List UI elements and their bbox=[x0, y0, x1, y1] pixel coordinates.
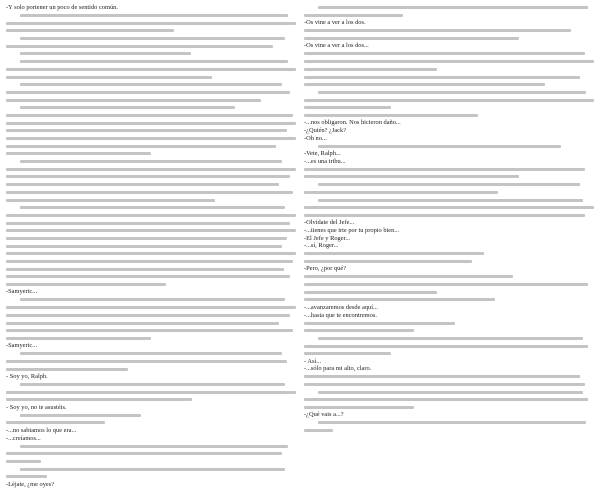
illegible-line-placeholder bbox=[318, 183, 580, 186]
illegible-line-placeholder bbox=[304, 37, 519, 40]
text-line bbox=[304, 12, 594, 20]
text-line bbox=[6, 196, 296, 204]
text-line bbox=[304, 373, 594, 381]
text-line bbox=[304, 258, 594, 266]
line-text: -...hasta que te encontremos. bbox=[304, 311, 377, 319]
illegible-line-placeholder bbox=[304, 168, 585, 171]
line-text: -...avanzaremos desde aquí... bbox=[304, 303, 378, 311]
text-line bbox=[6, 135, 296, 143]
text-line bbox=[304, 81, 594, 89]
illegible-line-placeholder bbox=[6, 29, 174, 32]
illegible-line-placeholder bbox=[304, 60, 594, 63]
illegible-line-placeholder bbox=[6, 191, 293, 194]
text-line bbox=[304, 119, 594, 127]
text-line bbox=[6, 42, 296, 50]
illegible-line-placeholder bbox=[304, 352, 391, 355]
illegible-line-placeholder bbox=[304, 345, 588, 348]
illegible-line-placeholder bbox=[304, 429, 333, 432]
text-line bbox=[6, 104, 296, 112]
line-text: - Soy yo, no te asustéis. bbox=[6, 403, 67, 411]
illegible-line-placeholder bbox=[6, 91, 290, 94]
illegible-line-placeholder bbox=[6, 137, 296, 140]
illegible-line-placeholder bbox=[6, 22, 296, 25]
text-line bbox=[6, 335, 296, 343]
text-line bbox=[6, 296, 296, 304]
illegible-line-placeholder bbox=[20, 298, 285, 301]
text-line bbox=[6, 442, 296, 450]
illegible-line-placeholder bbox=[304, 99, 594, 102]
text-line bbox=[6, 265, 296, 273]
illegible-line-placeholder bbox=[6, 252, 296, 255]
text-line bbox=[6, 458, 296, 466]
text-line bbox=[6, 142, 296, 150]
line-text: -...sí, Roger... bbox=[304, 242, 339, 250]
text-line bbox=[304, 142, 594, 150]
text-line bbox=[304, 219, 594, 227]
text-line bbox=[304, 135, 594, 143]
text-line bbox=[6, 96, 296, 104]
text-line bbox=[6, 411, 296, 419]
illegible-line-placeholder bbox=[304, 206, 594, 209]
illegible-line-placeholder bbox=[20, 206, 285, 209]
text-line bbox=[6, 242, 296, 250]
text-line bbox=[304, 104, 594, 112]
illegible-line-placeholder bbox=[318, 91, 586, 94]
illegible-line-placeholder bbox=[6, 421, 105, 424]
text-line bbox=[304, 89, 594, 97]
illegible-line-placeholder bbox=[6, 199, 215, 202]
text-line bbox=[304, 42, 594, 50]
text-line bbox=[304, 381, 594, 389]
illegible-line-placeholder bbox=[304, 52, 585, 55]
text-line bbox=[304, 265, 594, 273]
text-line bbox=[6, 27, 296, 35]
illegible-line-placeholder bbox=[6, 99, 261, 102]
line-text: -El Jefe y Roger... bbox=[304, 234, 351, 242]
illegible-line-placeholder bbox=[6, 314, 290, 317]
line-text: - Soy yo, Ralph. bbox=[6, 373, 48, 380]
text-line bbox=[304, 73, 594, 81]
line-text: -Os vine a ver a los dos. bbox=[304, 19, 366, 27]
text-line bbox=[6, 381, 296, 389]
text-line bbox=[304, 35, 594, 43]
illegible-line-placeholder bbox=[6, 229, 296, 232]
text-line bbox=[6, 150, 296, 158]
text-line bbox=[6, 304, 296, 312]
illegible-line-placeholder bbox=[6, 260, 293, 263]
text-line bbox=[304, 304, 594, 312]
illegible-line-placeholder bbox=[6, 145, 276, 148]
right-text-column bbox=[304, 4, 594, 420]
text-line bbox=[304, 312, 594, 320]
text-line bbox=[304, 296, 594, 304]
illegible-line-placeholder bbox=[304, 214, 585, 217]
line-text: -...sólo para mi alto, claro. bbox=[304, 365, 372, 373]
text-line bbox=[6, 127, 296, 135]
text-line bbox=[304, 50, 594, 58]
illegible-line-placeholder bbox=[6, 222, 290, 225]
text-line bbox=[6, 450, 296, 458]
text-line bbox=[6, 50, 296, 58]
line-text: -Olvídate del Jefe... bbox=[304, 219, 355, 227]
illegible-line-placeholder bbox=[318, 6, 588, 9]
text-line bbox=[304, 189, 594, 197]
illegible-line-placeholder bbox=[304, 383, 585, 386]
illegible-line-placeholder bbox=[6, 452, 282, 455]
illegible-line-placeholder bbox=[6, 460, 41, 463]
line-text: -...nos obligaron. Nos hicieron daño... bbox=[304, 119, 401, 127]
text-line bbox=[6, 165, 296, 173]
text-line bbox=[6, 4, 296, 12]
illegible-line-placeholder bbox=[318, 145, 561, 148]
text-line bbox=[304, 411, 594, 419]
illegible-line-placeholder bbox=[318, 199, 583, 202]
illegible-line-placeholder bbox=[304, 106, 391, 109]
illegible-line-placeholder bbox=[304, 298, 495, 301]
text-line bbox=[304, 96, 594, 104]
illegible-line-placeholder bbox=[304, 83, 545, 86]
text-line bbox=[6, 281, 296, 289]
text-line bbox=[304, 173, 594, 181]
text-line bbox=[304, 58, 594, 66]
line-text: -Os vine a ver a los dos... bbox=[304, 42, 369, 50]
text-line bbox=[6, 312, 296, 320]
illegible-line-placeholder bbox=[304, 252, 484, 255]
line-text: -Samyeric... bbox=[6, 342, 38, 350]
text-line bbox=[6, 12, 296, 20]
text-line bbox=[304, 19, 594, 27]
text-line bbox=[304, 273, 594, 281]
illegible-line-placeholder bbox=[6, 475, 47, 478]
text-line bbox=[304, 327, 594, 335]
illegible-line-placeholder bbox=[20, 60, 288, 63]
illegible-line-placeholder bbox=[6, 268, 284, 271]
text-line bbox=[6, 19, 296, 27]
text-line bbox=[6, 388, 296, 396]
illegible-line-placeholder bbox=[304, 275, 513, 278]
text-line bbox=[6, 350, 296, 358]
illegible-line-placeholder bbox=[20, 160, 282, 163]
illegible-line-placeholder bbox=[6, 360, 287, 363]
illegible-line-placeholder bbox=[6, 398, 192, 401]
text-line bbox=[304, 404, 594, 412]
text-line bbox=[304, 350, 594, 358]
illegible-line-placeholder bbox=[6, 275, 290, 278]
text-line bbox=[6, 288, 296, 296]
text-line bbox=[304, 112, 594, 120]
line-text: -...no sabiamos lo que era... bbox=[6, 426, 77, 434]
illegible-line-placeholder bbox=[6, 368, 128, 371]
text-line bbox=[6, 404, 296, 412]
illegible-line-placeholder bbox=[6, 214, 296, 217]
text-line bbox=[304, 235, 594, 243]
illegible-line-placeholder bbox=[6, 152, 151, 155]
text-line bbox=[304, 288, 594, 296]
illegible-line-placeholder bbox=[20, 14, 288, 17]
text-line bbox=[304, 196, 594, 204]
text-line bbox=[6, 227, 296, 235]
illegible-line-placeholder bbox=[304, 76, 580, 79]
illegible-line-placeholder bbox=[20, 445, 288, 448]
illegible-line-placeholder bbox=[6, 76, 212, 79]
text-line bbox=[6, 158, 296, 166]
text-line bbox=[304, 227, 594, 235]
line-text: -...creíamos... bbox=[6, 434, 41, 442]
text-line bbox=[6, 473, 296, 481]
illegible-line-placeholder bbox=[20, 37, 285, 40]
text-line bbox=[304, 127, 594, 135]
illegible-line-placeholder bbox=[20, 352, 282, 355]
illegible-line-placeholder bbox=[304, 322, 455, 325]
text-line bbox=[6, 419, 296, 427]
text-line bbox=[6, 181, 296, 189]
text-line bbox=[6, 342, 296, 350]
illegible-line-placeholder bbox=[20, 468, 285, 471]
illegible-line-placeholder bbox=[20, 383, 285, 386]
text-line bbox=[304, 204, 594, 212]
illegible-line-placeholder bbox=[6, 322, 279, 325]
line-text: -...es una tribu... bbox=[304, 157, 346, 165]
text-line bbox=[6, 219, 296, 227]
text-line bbox=[6, 373, 296, 381]
illegible-line-placeholder bbox=[6, 122, 296, 125]
illegible-line-placeholder bbox=[304, 14, 403, 17]
illegible-line-placeholder bbox=[6, 168, 296, 171]
text-line bbox=[6, 119, 296, 127]
line-text: -Pero, ¿por qué? bbox=[304, 265, 347, 273]
illegible-line-placeholder bbox=[6, 306, 296, 309]
text-line bbox=[6, 35, 296, 43]
text-line bbox=[304, 158, 594, 166]
text-line bbox=[6, 427, 296, 435]
illegible-line-placeholder bbox=[6, 129, 287, 132]
line-text: -...tienes que irte por tu propio bien... bbox=[304, 226, 400, 234]
illegible-line-placeholder bbox=[20, 414, 141, 417]
text-line bbox=[304, 242, 594, 250]
illegible-line-placeholder bbox=[6, 45, 273, 48]
text-line bbox=[6, 235, 296, 243]
illegible-line-placeholder bbox=[6, 237, 287, 240]
text-line bbox=[6, 435, 296, 443]
text-line bbox=[6, 327, 296, 335]
text-line bbox=[304, 66, 594, 74]
text-line bbox=[304, 250, 594, 258]
text-line bbox=[304, 281, 594, 289]
text-line bbox=[6, 58, 296, 66]
text-line bbox=[6, 204, 296, 212]
text-line bbox=[6, 481, 296, 488]
line-text: -¿Quién? ¿Jack? bbox=[304, 127, 347, 134]
text-line bbox=[304, 181, 594, 189]
illegible-line-placeholder bbox=[6, 283, 166, 286]
illegible-line-placeholder bbox=[304, 406, 414, 409]
illegible-line-placeholder bbox=[318, 421, 586, 424]
text-line bbox=[304, 335, 594, 343]
text-line bbox=[6, 173, 296, 181]
text-line bbox=[304, 358, 594, 366]
line-text: -Vete, Ralph... bbox=[304, 150, 341, 158]
illegible-line-placeholder bbox=[318, 337, 583, 340]
text-line bbox=[6, 465, 296, 473]
text-line bbox=[304, 419, 594, 427]
text-line bbox=[304, 212, 594, 220]
illegible-line-placeholder bbox=[318, 391, 583, 394]
text-line bbox=[304, 365, 594, 373]
illegible-line-placeholder bbox=[20, 106, 235, 109]
line-text: -Oh no... bbox=[304, 134, 327, 142]
text-line bbox=[6, 319, 296, 327]
line-text: - Así... bbox=[304, 357, 322, 365]
text-line bbox=[304, 427, 594, 435]
illegible-line-placeholder bbox=[304, 329, 414, 332]
text-line bbox=[304, 342, 594, 350]
illegible-line-placeholder bbox=[6, 391, 296, 394]
text-line bbox=[304, 165, 594, 173]
text-line bbox=[6, 250, 296, 258]
left-text-column bbox=[6, 4, 296, 488]
illegible-line-placeholder bbox=[6, 337, 151, 340]
illegible-line-placeholder bbox=[304, 283, 588, 286]
text-line bbox=[6, 358, 296, 366]
illegible-line-placeholder bbox=[304, 68, 437, 71]
text-line bbox=[304, 396, 594, 404]
illegible-line-placeholder bbox=[304, 29, 571, 32]
illegible-line-placeholder bbox=[304, 175, 519, 178]
illegible-line-placeholder bbox=[304, 260, 472, 263]
line-text: -¿Qué vais a...? bbox=[304, 411, 344, 419]
text-line bbox=[304, 27, 594, 35]
text-line bbox=[6, 258, 296, 266]
illegible-line-placeholder bbox=[6, 329, 293, 332]
illegible-line-placeholder bbox=[6, 183, 279, 186]
text-line bbox=[6, 212, 296, 220]
text-line bbox=[6, 66, 296, 74]
text-line bbox=[6, 273, 296, 281]
illegible-line-placeholder bbox=[6, 245, 282, 248]
illegible-line-placeholder bbox=[20, 52, 191, 55]
illegible-line-placeholder bbox=[20, 83, 282, 86]
illegible-line-placeholder bbox=[304, 114, 478, 117]
illegible-line-placeholder bbox=[6, 114, 293, 117]
text-line bbox=[304, 319, 594, 327]
text-line bbox=[304, 150, 594, 158]
text-line bbox=[6, 396, 296, 404]
illegible-line-placeholder bbox=[6, 175, 290, 178]
text-line bbox=[6, 112, 296, 120]
text-line bbox=[6, 189, 296, 197]
text-line bbox=[6, 73, 296, 81]
line-text: -Y solo portener un poco de sentido común. bbox=[6, 4, 118, 11]
illegible-line-placeholder bbox=[304, 375, 580, 378]
text-line bbox=[6, 365, 296, 373]
line-text: -Samyeric... bbox=[6, 288, 38, 296]
illegible-line-placeholder bbox=[6, 68, 296, 71]
text-line bbox=[304, 388, 594, 396]
illegible-line-placeholder bbox=[304, 191, 498, 194]
text-line bbox=[6, 81, 296, 89]
line-text: -Léjate, ¿me oyes? bbox=[6, 480, 55, 488]
illegible-line-placeholder bbox=[304, 291, 437, 294]
illegible-line-placeholder bbox=[304, 398, 588, 401]
text-line bbox=[304, 4, 594, 12]
text-line bbox=[6, 89, 296, 97]
